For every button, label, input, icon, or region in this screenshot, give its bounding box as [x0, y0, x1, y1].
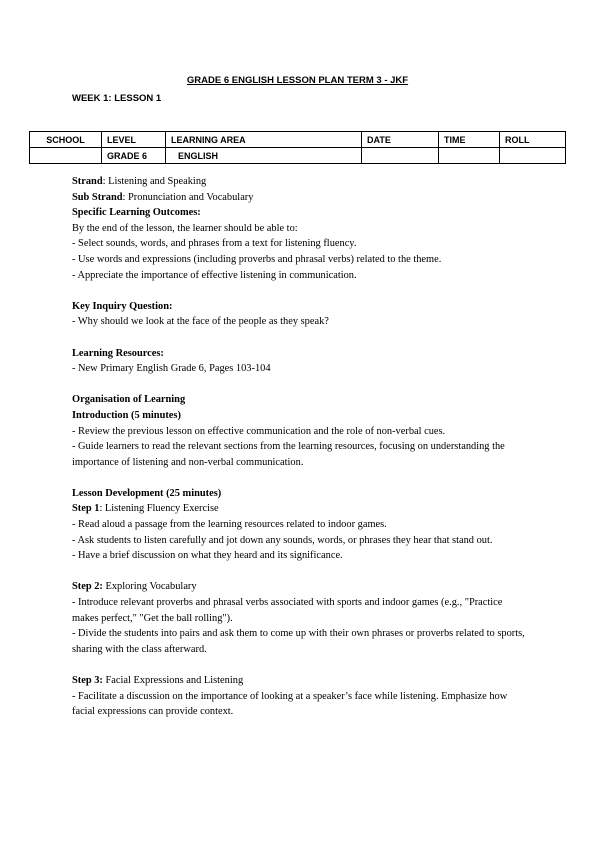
outcome-item: - Use words and expressions (including proverbs and phrasal verbs) related to the theme. [72, 253, 442, 265]
step-3-heading [72, 673, 527, 689]
header-cell-roll: ROLL [500, 132, 566, 148]
lesson-info-table [29, 131, 566, 164]
header-cell-level: LEVEL [102, 132, 166, 148]
step-1-heading [72, 501, 527, 517]
strand-value: : Listening and Speaking [102, 176, 207, 187]
organisation-item: - Guide learners to read the relevant sections from the learning resources, focusing on understanding the importance of listening and non-verbal communication. [72, 441, 505, 468]
outcomes-intro: By the end of the lesson, the learner should be able to: [72, 222, 298, 234]
introduction-heading: Introduction (5 minutes) [72, 409, 181, 421]
organisation-heading: Organisation of Learning [72, 394, 186, 406]
step-2-heading [72, 579, 527, 595]
outcome-item: - Appreciate the importance of effective listening in communication. [72, 269, 357, 281]
header-cell-school: SCHOOL [30, 132, 102, 148]
lesson-content [72, 174, 527, 720]
step-item: - Have a brief discussion on what they heard and its significance. [72, 550, 343, 562]
header-cell-learning-area: LEARNING AREA [166, 132, 362, 148]
cell-date [362, 148, 439, 164]
header-cell-time: TIME [439, 132, 500, 148]
step-3-label: Step 3: [72, 675, 103, 686]
outcomes-heading: Specific Learning Outcomes: [72, 207, 201, 219]
step-1-title: : Listening Fluency Exercise [99, 503, 219, 515]
sub-strand-line [72, 190, 527, 206]
cell-school [30, 148, 102, 164]
outcome-item: - Select sounds, words, and phrases from a text for listening fluency. [72, 238, 357, 250]
inquiry-item: - Why should we look at the face of the people as they speak? [72, 316, 329, 328]
step-2-label: Step 2: [72, 581, 103, 593]
cell-time [439, 148, 500, 164]
resource-item: - New Primary English Grade 6, Pages 103-104 [72, 363, 271, 375]
resources-heading: Learning Resources: [72, 347, 164, 359]
strand-label: Strand [72, 176, 103, 187]
cell-level: GRADE 6 [102, 148, 166, 164]
step-3-title: Facial Expressions and Listening [102, 675, 244, 686]
step-item: - Facilitate a discussion on the importance of looking at a speaker’s face while listening. Emphasize how facial expressions can provide context. [72, 690, 508, 718]
table-header-row [30, 132, 566, 148]
step-item: - Introduce relevant proverbs and phrasal verbs associated with sports and indoor games (e.g., "Practice makes perfect," "Get the ball rolling"). [72, 597, 503, 624]
step-2-title: Exploring Vocabulary [102, 581, 197, 593]
step-item: - Read aloud a passage from the learning resources related to indoor games. [72, 519, 387, 531]
strand-line [72, 174, 527, 190]
cell-roll [500, 148, 566, 164]
week-lesson-label: WEEK 1: LESSON 1 [72, 93, 162, 104]
table-row [30, 148, 566, 164]
step-item: - Ask students to listen carefully and jot down any sounds, words, or phrases they hear that stand out. [72, 534, 493, 546]
step-1-label: Step 1 [72, 503, 100, 515]
development-heading: Lesson Development (25 minutes) [72, 487, 222, 499]
step-item: - Divide the students into pairs and ask them to come up with their own phrases or proverbs related to sports, sharing with the class afterward. [72, 628, 525, 655]
organisation-item: - Review the previous lesson on effective communication and the role of non-verbal cues. [72, 425, 446, 437]
document-title: GRADE 6 ENGLISH LESSON PLAN TERM 3 - JKF [186, 75, 409, 86]
header-cell-date: DATE [362, 132, 439, 148]
sub-strand-value: : Pronunciation and Vocabulary [122, 191, 254, 203]
sub-strand-label: Sub Strand [72, 191, 123, 203]
cell-learning-area: ENGLISH [166, 148, 362, 164]
inquiry-heading: Key Inquiry Question: [72, 300, 173, 312]
